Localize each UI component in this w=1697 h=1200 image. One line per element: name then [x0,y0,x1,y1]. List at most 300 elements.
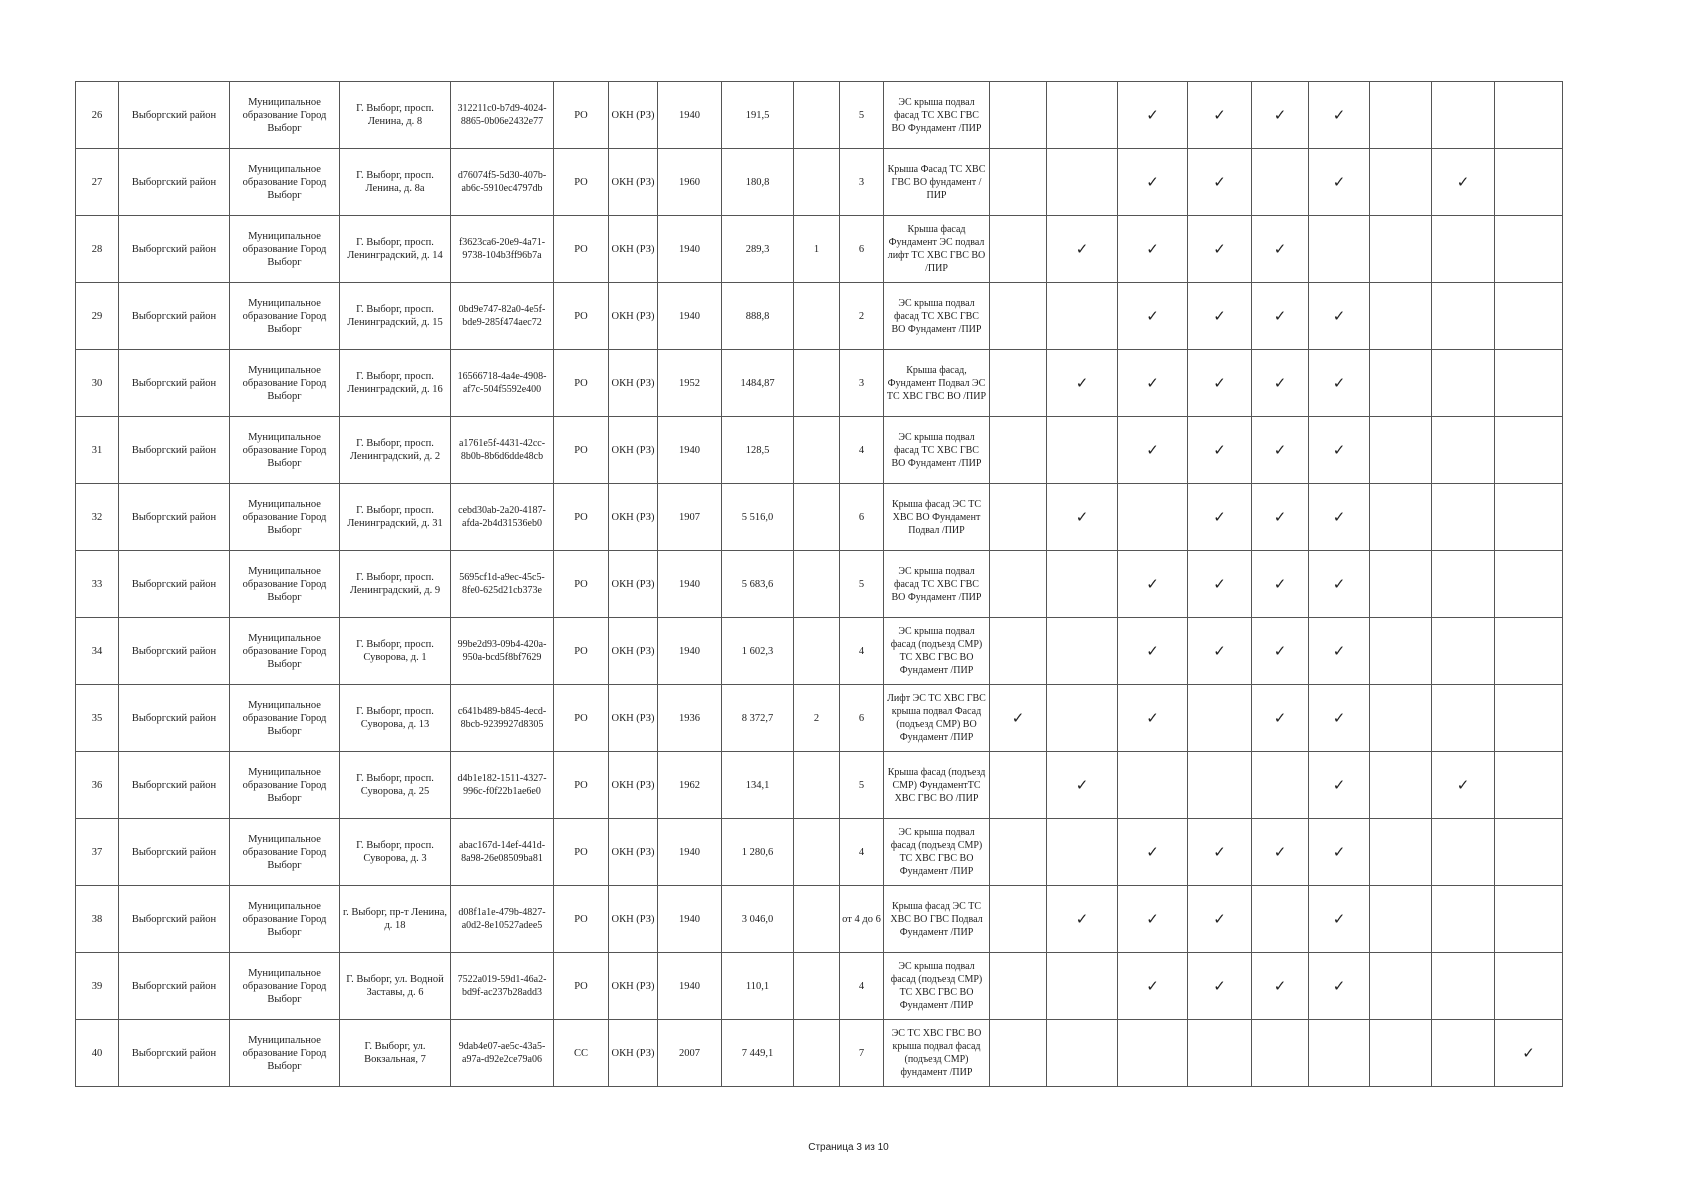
district-cell: Выборгский район [119,216,230,283]
work-check-cell-3 [1118,82,1188,149]
check-mark-icon: ✓ [1332,373,1346,392]
row-number-cell: 37 [76,819,119,886]
check-mark-icon: ✓ [1522,1043,1535,1062]
year-cell: 1940 [658,551,722,618]
status-cell: ОКН (РЗ) [609,283,658,350]
work-check-cell-7 [1370,551,1432,618]
table-row [76,283,1563,350]
works-cell: ЭС крыша подвал фасад (подъезд СМР) ТС ХВС ГВС ВО Фундамент /ПИР [884,819,990,886]
work-check-cell-6 [1309,82,1370,149]
row-number-cell: 28 [76,216,119,283]
table-row [76,886,1563,953]
district-cell: Выборгский район [119,886,230,953]
objects-table [75,81,1563,1087]
guid-cell: d4b1e182-1511-4327-996c-f0f22b1ae6e0 [451,752,554,819]
address-cell: Г. Выборг, просп. Суворова, д. 1 [340,618,451,685]
works-cell: ЭС крыша подвал фасад ТС ХВС ГВС ВО Фундамент /ПИР [884,283,990,350]
objects-table-grid [75,81,1563,1087]
status-cell: ОКН (РЗ) [609,685,658,752]
status-cell: ОКН (РЗ) [609,551,658,618]
area-cell: 5 516,0 [722,484,794,551]
work-check-cell-7 [1370,149,1432,216]
guid-cell: d76074f5-5d30-407b-ab6c-5910ec4797db [451,149,554,216]
work-check-cell-7 [1370,886,1432,953]
guid-cell: 16566718-4a4e-4908-af7c-504f5592e400 [451,350,554,417]
municipality-cell: Муниципальное образование Город Выборг [230,283,340,350]
work-check-cell-4 [1188,149,1252,216]
year-cell: 1936 [658,685,722,752]
district-cell: Выборгский район [119,752,230,819]
check-mark-icon: ✓ [1075,373,1089,392]
category-cell: РО [554,953,609,1020]
check-mark-icon: ✓ [1332,842,1346,861]
row-number-cell: 36 [76,752,119,819]
category-cell: РО [554,685,609,752]
work-check-cell-1 [990,82,1047,149]
work-check-cell-5 [1252,417,1309,484]
check-mark-icon: ✓ [1146,239,1159,258]
guid-cell: c641b489-b845-4ecd-8bcb-9239927d8305 [451,685,554,752]
works-cell: Крыша фасад (подъезд СМР) ФундаментТС ХВС ГВС ВО /ПИР [884,752,990,819]
address-cell: Г. Выборг, ул. Водной Заставы, д. 6 [340,953,451,1020]
work-check-cell-5 [1252,618,1309,685]
category-cell: РО [554,283,609,350]
category-cell: РО [554,417,609,484]
work-check-cell-5 [1252,685,1309,752]
count-cell-1: 2 [794,685,840,752]
check-mark-icon: ✓ [1213,574,1226,593]
work-check-cell-7 [1370,417,1432,484]
work-check-cell-6 [1309,149,1370,216]
year-cell: 1940 [658,618,722,685]
work-check-cell-5 [1252,484,1309,551]
check-mark-icon: ✓ [1273,842,1287,861]
check-mark-icon: ✓ [1146,105,1159,124]
category-cell: РО [554,886,609,953]
year-cell: 2007 [658,1020,722,1087]
count-cell-2: 5 [840,551,884,618]
count-cell-1 [794,484,840,551]
check-mark-icon: ✓ [1213,373,1226,392]
work-check-cell-6 [1309,819,1370,886]
count-cell-2: 7 [840,1020,884,1087]
work-check-cell-7 [1370,819,1432,886]
count-cell-1 [794,82,840,149]
district-cell: Выборгский район [119,350,230,417]
table-row [76,484,1563,551]
work-check-cell-9 [1495,216,1563,283]
works-cell: Крыша фасад, Фундамент Подвал ЭС ТС ХВС ГВС ВО /ПИР [884,350,990,417]
work-check-cell-6 [1309,283,1370,350]
address-cell: Г. Выборг, просп. Ленина, д. 8а [340,149,451,216]
work-check-cell-5 [1252,149,1309,216]
count-cell-1: 1 [794,216,840,283]
municipality-cell: Муниципальное образование Город Выборг [230,216,340,283]
count-cell-1 [794,350,840,417]
check-mark-icon: ✓ [1146,306,1159,325]
works-cell: Крыша Фасад ТС ХВС ГВС ВО фундамент /ПИР [884,149,990,216]
status-cell: ОКН (РЗ) [609,1020,658,1087]
work-check-cell-1 [990,819,1047,886]
address-cell: Г. Выборг, просп. Ленинградский, д. 2 [340,417,451,484]
work-check-cell-8 [1432,149,1495,216]
works-cell: ЭС ТС ХВС ГВС ВО крыша подвал фасад (подъезд СМР) фундамент /ПИР [884,1020,990,1087]
work-check-cell-4 [1188,283,1252,350]
municipality-cell: Муниципальное образование Город Выборг [230,819,340,886]
work-check-cell-4 [1188,216,1252,283]
work-check-cell-8 [1432,618,1495,685]
work-check-cell-9 [1495,1020,1563,1087]
table-row [76,618,1563,685]
work-check-cell-3 [1118,685,1188,752]
district-cell: Выборгский район [119,484,230,551]
count-cell-1 [794,1020,840,1087]
check-mark-icon: ✓ [1146,909,1159,928]
area-cell: 888,8 [722,283,794,350]
check-mark-icon: ✓ [1146,172,1159,191]
work-check-cell-8 [1432,551,1495,618]
works-cell: ЭС крыша подвал фасад ТС ХВС ГВС ВО Фундамент /ПИР [884,417,990,484]
status-cell: ОКН (РЗ) [609,819,658,886]
category-cell: РО [554,752,609,819]
category-cell: РО [554,618,609,685]
works-cell: Крыша фасад ЭС ТС ХВС ВО ГВС Подвал Фундамент /ПИР [884,886,990,953]
district-cell: Выборгский район [119,685,230,752]
work-check-cell-8 [1432,417,1495,484]
row-number-cell: 35 [76,685,119,752]
work-check-cell-7 [1370,82,1432,149]
area-cell: 289,3 [722,216,794,283]
work-check-cell-4 [1188,819,1252,886]
address-cell: Г. Выборг, просп. Ленинградский, д. 14 [340,216,451,283]
work-check-cell-2 [1047,484,1118,551]
work-check-cell-3 [1118,886,1188,953]
work-check-cell-7 [1370,350,1432,417]
status-cell: ОКН (РЗ) [609,484,658,551]
year-cell: 1907 [658,484,722,551]
address-cell: г. Выборг, пр-т Ленина, д. 18 [340,886,451,953]
row-number-cell: 33 [76,551,119,618]
status-cell: ОКН (РЗ) [609,417,658,484]
category-cell: СС [554,1020,609,1087]
status-cell: ОКН (РЗ) [609,953,658,1020]
work-check-cell-1 [990,283,1047,350]
check-mark-icon: ✓ [1332,708,1346,727]
check-mark-icon: ✓ [1456,775,1470,794]
check-mark-icon: ✓ [1273,708,1287,727]
check-mark-icon: ✓ [1332,105,1346,124]
work-check-cell-3 [1118,953,1188,1020]
work-check-cell-8 [1432,819,1495,886]
work-check-cell-7 [1370,953,1432,1020]
table-row [76,417,1563,484]
guid-cell: f3623ca6-20e9-4a71-9738-104b3ff96b7a [451,216,554,283]
works-cell: Крыша фасад ЭС ТС ХВС ВО Фундамент Подвал /ПИР [884,484,990,551]
category-cell: РО [554,216,609,283]
row-number-cell: 30 [76,350,119,417]
municipality-cell: Муниципальное образование Город Выборг [230,752,340,819]
count-cell-1 [794,618,840,685]
address-cell: Г. Выборг, просп. Ленинградский, д. 31 [340,484,451,551]
work-check-cell-6 [1309,216,1370,283]
work-check-cell-8 [1432,350,1495,417]
work-check-cell-3 [1118,484,1188,551]
work-check-cell-5 [1252,886,1309,953]
work-check-cell-7 [1370,685,1432,752]
check-mark-icon: ✓ [1273,976,1287,995]
check-mark-icon: ✓ [1146,842,1159,861]
district-cell: Выборгский район [119,283,230,350]
count-cell-1 [794,551,840,618]
work-check-cell-5 [1252,283,1309,350]
status-cell: ОКН (РЗ) [609,149,658,216]
municipality-cell: Муниципальное образование Город Выборг [230,551,340,618]
category-cell: РО [554,82,609,149]
work-check-cell-6 [1309,484,1370,551]
check-mark-icon: ✓ [1332,641,1346,660]
count-cell-1 [794,283,840,350]
work-check-cell-3 [1118,618,1188,685]
status-cell: ОКН (РЗ) [609,618,658,685]
work-check-cell-1 [990,685,1047,752]
check-mark-icon: ✓ [1213,306,1226,325]
work-check-cell-7 [1370,618,1432,685]
table-row [76,216,1563,283]
check-mark-icon: ✓ [1146,641,1159,660]
work-check-cell-2 [1047,886,1118,953]
check-mark-icon: ✓ [1332,306,1346,325]
row-number-cell: 31 [76,417,119,484]
area-cell: 128,5 [722,417,794,484]
row-number-cell: 39 [76,953,119,1020]
table-row [76,149,1563,216]
check-mark-icon: ✓ [1273,373,1287,392]
work-check-cell-3 [1118,819,1188,886]
work-check-cell-2 [1047,685,1118,752]
year-cell: 1960 [658,149,722,216]
area-cell: 8 372,7 [722,685,794,752]
category-cell: РО [554,149,609,216]
check-mark-icon: ✓ [1273,105,1287,124]
district-cell: Выборгский район [119,417,230,484]
work-check-cell-9 [1495,417,1563,484]
municipality-cell: Муниципальное образование Город Выборг [230,350,340,417]
work-check-cell-4 [1188,618,1252,685]
district-cell: Выборгский район [119,819,230,886]
work-check-cell-2 [1047,350,1118,417]
row-number-cell: 26 [76,82,119,149]
status-cell: ОКН (РЗ) [609,82,658,149]
check-mark-icon: ✓ [1146,976,1159,995]
guid-cell: cebd30ab-2a20-4187-afda-2b4d31536eb0 [451,484,554,551]
area-cell: 110,1 [722,953,794,1020]
work-check-cell-1 [990,149,1047,216]
work-check-cell-6 [1309,752,1370,819]
work-check-cell-5 [1252,82,1309,149]
count-cell-1 [794,417,840,484]
work-check-cell-9 [1495,618,1563,685]
work-check-cell-3 [1118,752,1188,819]
check-mark-icon: ✓ [1213,440,1226,459]
row-number-cell: 38 [76,886,119,953]
district-cell: Выборгский район [119,551,230,618]
work-check-cell-3 [1118,1020,1188,1087]
district-cell: Выборгский район [119,1020,230,1087]
area-cell: 5 683,6 [722,551,794,618]
count-cell-2: 6 [840,216,884,283]
check-mark-icon: ✓ [1146,373,1159,392]
area-cell: 180,8 [722,149,794,216]
work-check-cell-8 [1432,484,1495,551]
count-cell-2: 3 [840,149,884,216]
guid-cell: 99be2d93-09b4-420a-950a-bcd5f8bf7629 [451,618,554,685]
work-check-cell-1 [990,618,1047,685]
work-check-cell-2 [1047,82,1118,149]
work-check-cell-1 [990,216,1047,283]
guid-cell: 312211c0-b7d9-4024-8865-0b06e2432e77 [451,82,554,149]
work-check-cell-8 [1432,216,1495,283]
check-mark-icon: ✓ [1273,306,1287,325]
work-check-cell-4 [1188,1020,1252,1087]
work-check-cell-4 [1188,417,1252,484]
count-cell-2: 4 [840,819,884,886]
works-cell: Лифт ЭС ТС ХВС ГВС крыша подвал Фасад (подъезд СМР) ВО Фундамент /ПИР [884,685,990,752]
guid-cell: d08f1a1e-479b-4827-a0d2-8e10527adee5 [451,886,554,953]
municipality-cell: Муниципальное образование Город Выборг [230,82,340,149]
work-check-cell-5 [1252,551,1309,618]
count-cell-2: 6 [840,484,884,551]
check-mark-icon: ✓ [1332,172,1346,191]
work-check-cell-4 [1188,551,1252,618]
work-check-cell-8 [1432,1020,1495,1087]
municipality-cell: Муниципальное образование Город Выборг [230,484,340,551]
work-check-cell-2 [1047,819,1118,886]
work-check-cell-1 [990,350,1047,417]
check-mark-icon: ✓ [1146,440,1159,459]
table-row [76,82,1563,149]
work-check-cell-9 [1495,82,1563,149]
count-cell-2: от 4 до 6 [840,886,884,953]
works-cell: ЭС крыша подвал фасад ТС ХВС ГВС ВО Фундамент /ПИР [884,82,990,149]
address-cell: Г. Выборг, просп. Суворова, д. 3 [340,819,451,886]
work-check-cell-5 [1252,216,1309,283]
table-row [76,685,1563,752]
guid-cell: 0bd9e747-82a0-4e5f-bde9-285f474aec72 [451,283,554,350]
check-mark-icon: ✓ [1075,507,1089,526]
count-cell-1 [794,149,840,216]
work-check-cell-7 [1370,283,1432,350]
work-check-cell-7 [1370,752,1432,819]
work-check-cell-6 [1309,886,1370,953]
area-cell: 191,5 [722,82,794,149]
check-mark-icon: ✓ [1213,507,1226,526]
check-mark-icon: ✓ [1213,172,1226,191]
table-row [76,1020,1563,1087]
check-mark-icon: ✓ [1456,172,1470,191]
check-mark-icon: ✓ [1273,440,1287,459]
check-mark-icon: ✓ [1146,574,1159,593]
work-check-cell-1 [990,953,1047,1020]
work-check-cell-8 [1432,953,1495,1020]
row-number-cell: 27 [76,149,119,216]
work-check-cell-5 [1252,953,1309,1020]
check-mark-icon: ✓ [1332,775,1346,794]
district-cell: Выборгский район [119,82,230,149]
work-check-cell-9 [1495,752,1563,819]
work-check-cell-3 [1118,551,1188,618]
work-check-cell-3 [1118,417,1188,484]
district-cell: Выборгский район [119,618,230,685]
work-check-cell-9 [1495,283,1563,350]
work-check-cell-1 [990,417,1047,484]
area-cell: 7 449,1 [722,1020,794,1087]
work-check-cell-8 [1432,283,1495,350]
status-cell: ОКН (РЗ) [609,886,658,953]
works-cell: Крыша фасад Фундамент ЭС подвал лифт ТС ХВС ГВС ВО /ПИР [884,216,990,283]
work-check-cell-4 [1188,953,1252,1020]
category-cell: РО [554,484,609,551]
count-cell-2: 4 [840,618,884,685]
address-cell: Г. Выборг, просп. Ленинградский, д. 9 [340,551,451,618]
district-cell: Выборгский район [119,953,230,1020]
work-check-cell-2 [1047,752,1118,819]
check-mark-icon: ✓ [1213,842,1226,861]
municipality-cell: Муниципальное образование Город Выборг [230,149,340,216]
municipality-cell: Муниципальное образование Город Выборг [230,417,340,484]
work-check-cell-8 [1432,685,1495,752]
category-cell: РО [554,551,609,618]
work-check-cell-6 [1309,417,1370,484]
work-check-cell-2 [1047,283,1118,350]
category-cell: РО [554,350,609,417]
year-cell: 1952 [658,350,722,417]
work-check-cell-4 [1188,350,1252,417]
count-cell-2: 5 [840,82,884,149]
row-number-cell: 32 [76,484,119,551]
check-mark-icon: ✓ [1273,239,1287,258]
work-check-cell-3 [1118,283,1188,350]
check-mark-icon: ✓ [1213,105,1226,124]
check-mark-icon: ✓ [1273,641,1287,660]
work-check-cell-1 [990,886,1047,953]
work-check-cell-9 [1495,551,1563,618]
check-mark-icon: ✓ [1075,775,1089,794]
guid-cell: 9dab4e07-ae5c-43a5-a97a-d92e2ce79a06 [451,1020,554,1087]
count-cell-2: 4 [840,953,884,1020]
work-check-cell-2 [1047,216,1118,283]
work-check-cell-6 [1309,953,1370,1020]
table-row [76,819,1563,886]
area-cell: 1484,87 [722,350,794,417]
check-mark-icon: ✓ [1273,574,1287,593]
work-check-cell-1 [990,484,1047,551]
check-mark-icon: ✓ [1075,909,1089,928]
year-cell: 1940 [658,417,722,484]
municipality-cell: Муниципальное образование Город Выборг [230,1020,340,1087]
work-check-cell-8 [1432,886,1495,953]
work-check-cell-2 [1047,618,1118,685]
work-check-cell-4 [1188,886,1252,953]
count-cell-2: 4 [840,417,884,484]
count-cell-2: 3 [840,350,884,417]
work-check-cell-7 [1370,1020,1432,1087]
work-check-cell-2 [1047,551,1118,618]
address-cell: Г. Выборг, просп. Ленина, д. 8 [340,82,451,149]
work-check-cell-5 [1252,752,1309,819]
work-check-cell-1 [990,752,1047,819]
year-cell: 1940 [658,819,722,886]
work-check-cell-6 [1309,685,1370,752]
